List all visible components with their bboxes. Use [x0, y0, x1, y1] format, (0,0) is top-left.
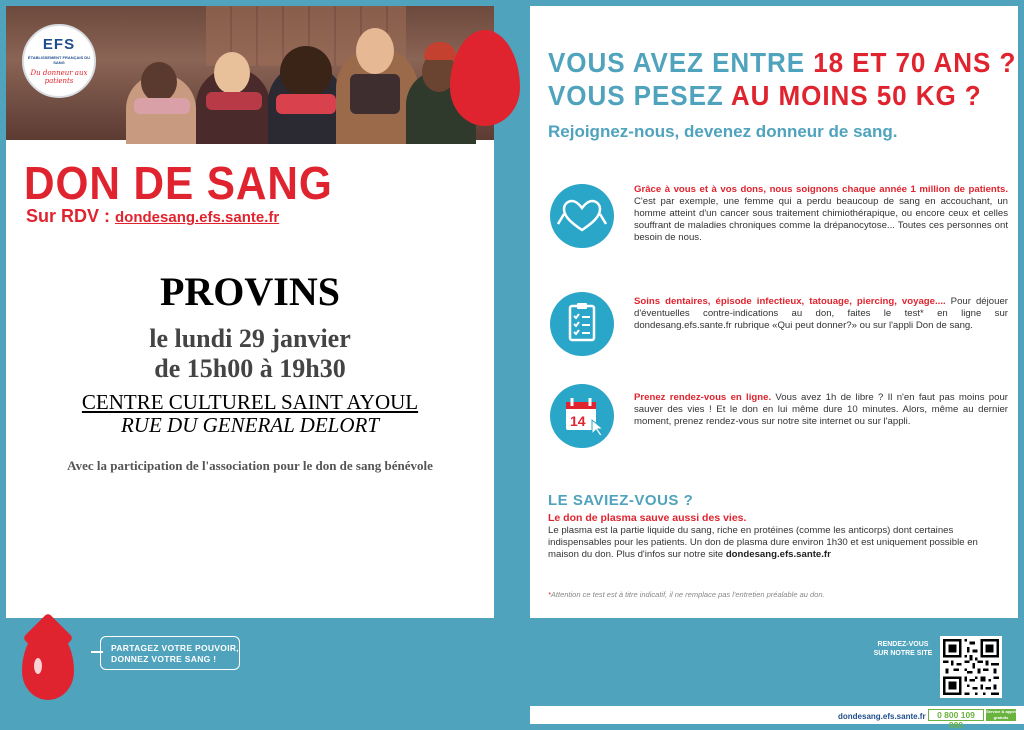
- phone-note: Service & appel gratuits: [986, 709, 1016, 720]
- calendar-icon: [550, 384, 614, 448]
- association-note: Avec la participation de l'association pour le don de sang bénévole: [67, 458, 433, 473]
- event-date: [6, 324, 494, 384]
- footer-url[interactable]: dondesang.efs.sante.fr: [838, 712, 926, 721]
- plasma-link[interactable]: dondesang.efs.sante.fr: [725, 549, 831, 560]
- info-patients: Grâce à vous et à vos dons, nous soignons chaque année 1 million de patients. C'est par exemple, une femme qui a perdu beaucoup de sang en accouchant, un homme atteint d'un cancer sous traitement chimiothérapique, ou encore ceux et celles souffrant de maladies chroniques comme la drépanocytose... Toutes ces personnes ont besoin de nous.: [634, 184, 1008, 243]
- rdv-site-label: RENDEZ-VOUS SUR NOTRE SITE: [873, 641, 933, 657]
- heart-hands-icon: [550, 184, 614, 248]
- right-info-panel: [530, 6, 1018, 618]
- blood-drop-decoration: [450, 30, 520, 126]
- don-de-sang-title: DON DE SANG: [24, 157, 333, 209]
- calendar-day: 14: [570, 413, 586, 429]
- phone-number[interactable]: 0 800 109 900: [928, 709, 984, 721]
- donors-photo: [6, 6, 494, 140]
- plasma-text: Le plasma est la partie liquide du sang, riche en protéines (comme les anticorps) dont certaines indispensables pour les patients. Un don de plasma dure environ 1h30 et est uniquement possible en maison du don. Plus d'infos sur notre site dondesang.efs.sante.fr: [548, 525, 978, 560]
- info-contre-indications: Soins dentaires, épisode infectieux, tatouage, piercing, voyage.... Pour déjouer d'éventuelles contre-indications au don, faites le test* en ligne sur dondesang.efs.sante.fr rubrique «Qui peut donner?» ou sur l'appli Don de sang.: [634, 296, 1008, 331]
- rdv-link[interactable]: dondesang.efs.sante.fr: [115, 209, 280, 226]
- test-disclaimer: *Attention ce test est à titre indicatif, il ne remplace pas l'entretien préalable au don.: [548, 590, 825, 599]
- clipboard-checklist-icon: [550, 292, 614, 356]
- blood-drop-icon: [22, 628, 74, 700]
- slogan-bubble: PARTAGEZ VOTRE POUVOIR, DONNEZ VOTRE SANG !: [100, 636, 240, 670]
- subtitle: Rejoignez-nous, devenez donneur de sang.: [548, 122, 898, 141]
- event-date-day: le lundi 29 janvier: [149, 324, 351, 353]
- info-rendez-vous: Prenez rendez-vous en ligne. Vous avez 1h de libre ? Il n'en faut pas moins pour sauver des vies ! Et le don en lui même dure 10 minutes. Alors, même au dernier moment, prenez rendez-vous sur notre site internet ou sur l'appli.: [634, 392, 1009, 427]
- event-street: RUE DU GENERAL DELORT: [120, 413, 380, 437]
- efs-logo: EFS ÉTABLISSEMENT FRANÇAIS DU SANG Du donneur aux patients: [22, 24, 96, 98]
- event-city: PROVINS: [159, 269, 341, 314]
- plasma-lead: Le don de plasma sauve aussi des vies.: [548, 512, 747, 524]
- headline: VOUS AVEZ ENTRE 18 ET 70 ANS ? VOUS PESEZ AU MOINS 50 KG ?: [548, 47, 1017, 111]
- rdv-line: [26, 206, 279, 227]
- rdv-label: Sur RDV :: [26, 206, 116, 226]
- left-flyer-panel: [6, 6, 494, 618]
- event-date-hours: de 15h00 à 19h30: [154, 354, 346, 383]
- event-venue: CENTRE CULTUREL SAINT AYOUL: [81, 390, 419, 414]
- saviez-vous-title: LE SAVIEZ-VOUS ?: [548, 492, 694, 509]
- qr-code[interactable]: [940, 636, 1002, 698]
